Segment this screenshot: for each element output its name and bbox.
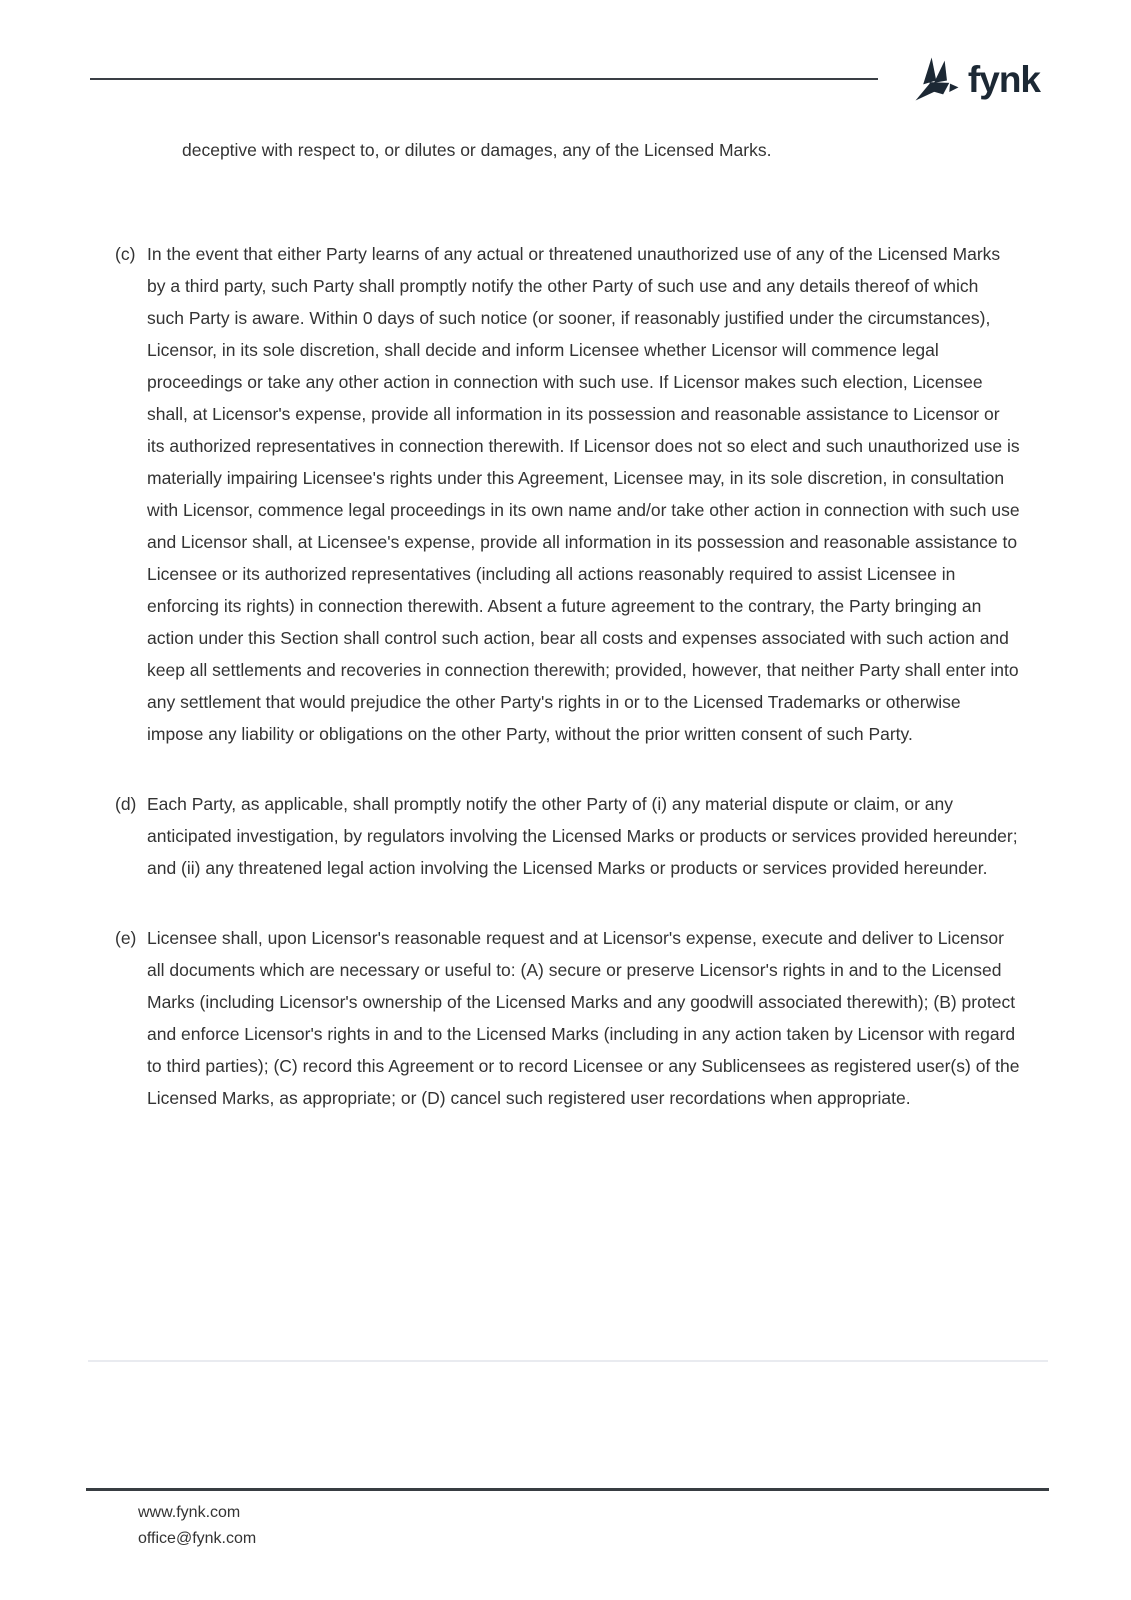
clause-d-label: (d) bbox=[115, 794, 137, 814]
clause-e bbox=[90, 922, 1040, 1114]
brand-wordmark: fynk bbox=[967, 58, 1040, 100]
clause-c-label: (c) bbox=[115, 244, 136, 264]
email-link[interactable]: office@fynk.com bbox=[138, 1530, 257, 1547]
footer-rule bbox=[86, 1488, 1049, 1491]
clause-e-label: (e) bbox=[115, 928, 137, 948]
page-header bbox=[90, 48, 1040, 110]
document-body bbox=[0, 134, 1131, 1114]
clause-d-text: Each Party, as applicable, shall promptly notify the other Party of (i) any material dispute or claim, or any anticipated investigation, by regulators involving the Licensed Marks or products or services provided hereunder; and (ii) any threatened legal action involving the Licensed Marks or products or services provided hereunder. bbox=[147, 794, 1018, 878]
clause-c-text: In the event that either Party learns of any actual or threatened unauthorized use of any of the Licensed Marks by a third party, such Party shall promptly notify the other Party of such use and any details thereof of which such Party is aware. Within 0 days of such notice (or sooner, if reasonably justified under the circumstances), Licensor, in its sole discretion, shall decide and inform Licensee whether Licensor will commence legal proceedings or take any other action in connection with such use. If Licensor makes such election, Licensee shall, at Licensor's expense, provide all information in its possession and reasonable assistance to Licensor or its authorized representatives in connection therewith. If Licensor does not so elect and such unauthorized use is materially impairing Licensee's rights under this Agreement, Licensee may, in its sole discretion, in consultation with Licensor, commence legal proceedings in its own name and/or take other action in connection with such use and Licensor shall, at Licensee's expense, provide all information in its possession and reasonable assistance to Licensee or its authorized representatives (including all actions reasonably required to assist Licensee in enforcing its rights) in connection therewith. Absent a future agreement to the contrary, the Party bringing an action under this Section shall control such action, bear all costs and expenses associated with such action and keep all settlements and recoveries in connection therewith; provided, however, that neither Party shall enter into any settlement that would prejudice the other Party's rights in or to the Licensed Trademarks or otherwise impose any liability or obligations on the other Party, without the prior written consent of such Party. bbox=[147, 244, 1020, 744]
header-rule bbox=[90, 78, 878, 80]
fynk-logo bbox=[914, 50, 1040, 108]
carryover-line: deceptive with respect to, or dilutes or damages, any of the Licensed Marks. bbox=[182, 140, 772, 160]
clause-d bbox=[90, 788, 1040, 884]
clause-e-text: Licensee shall, upon Licensor's reasonable request and at Licensor's expense, execute and deliver to Licensor all documents which are necessary or useful to: (A) secure or preserve Licensor's rights in and to the Licensed Marks (including Licensor's ownership of the Licensed Marks and any goodwill associated therewith); (B) protect and enforce Licensor's rights in and to the Licensed Marks (including in any action taken by Licensor with regard to third parties); (C) record this Agreement or to record Licensee or any Sublicensees as registered user(s) of the Licensed Marks, as appropriate; or (D) cancel such registered user recordations when appropriate. bbox=[147, 928, 1020, 1108]
website-link[interactable]: www.fynk.com bbox=[138, 1504, 241, 1521]
clause-c bbox=[90, 238, 1040, 750]
section-divider bbox=[88, 1360, 1048, 1362]
footer-contact bbox=[138, 1500, 256, 1552]
origami-bird-icon bbox=[914, 50, 960, 108]
